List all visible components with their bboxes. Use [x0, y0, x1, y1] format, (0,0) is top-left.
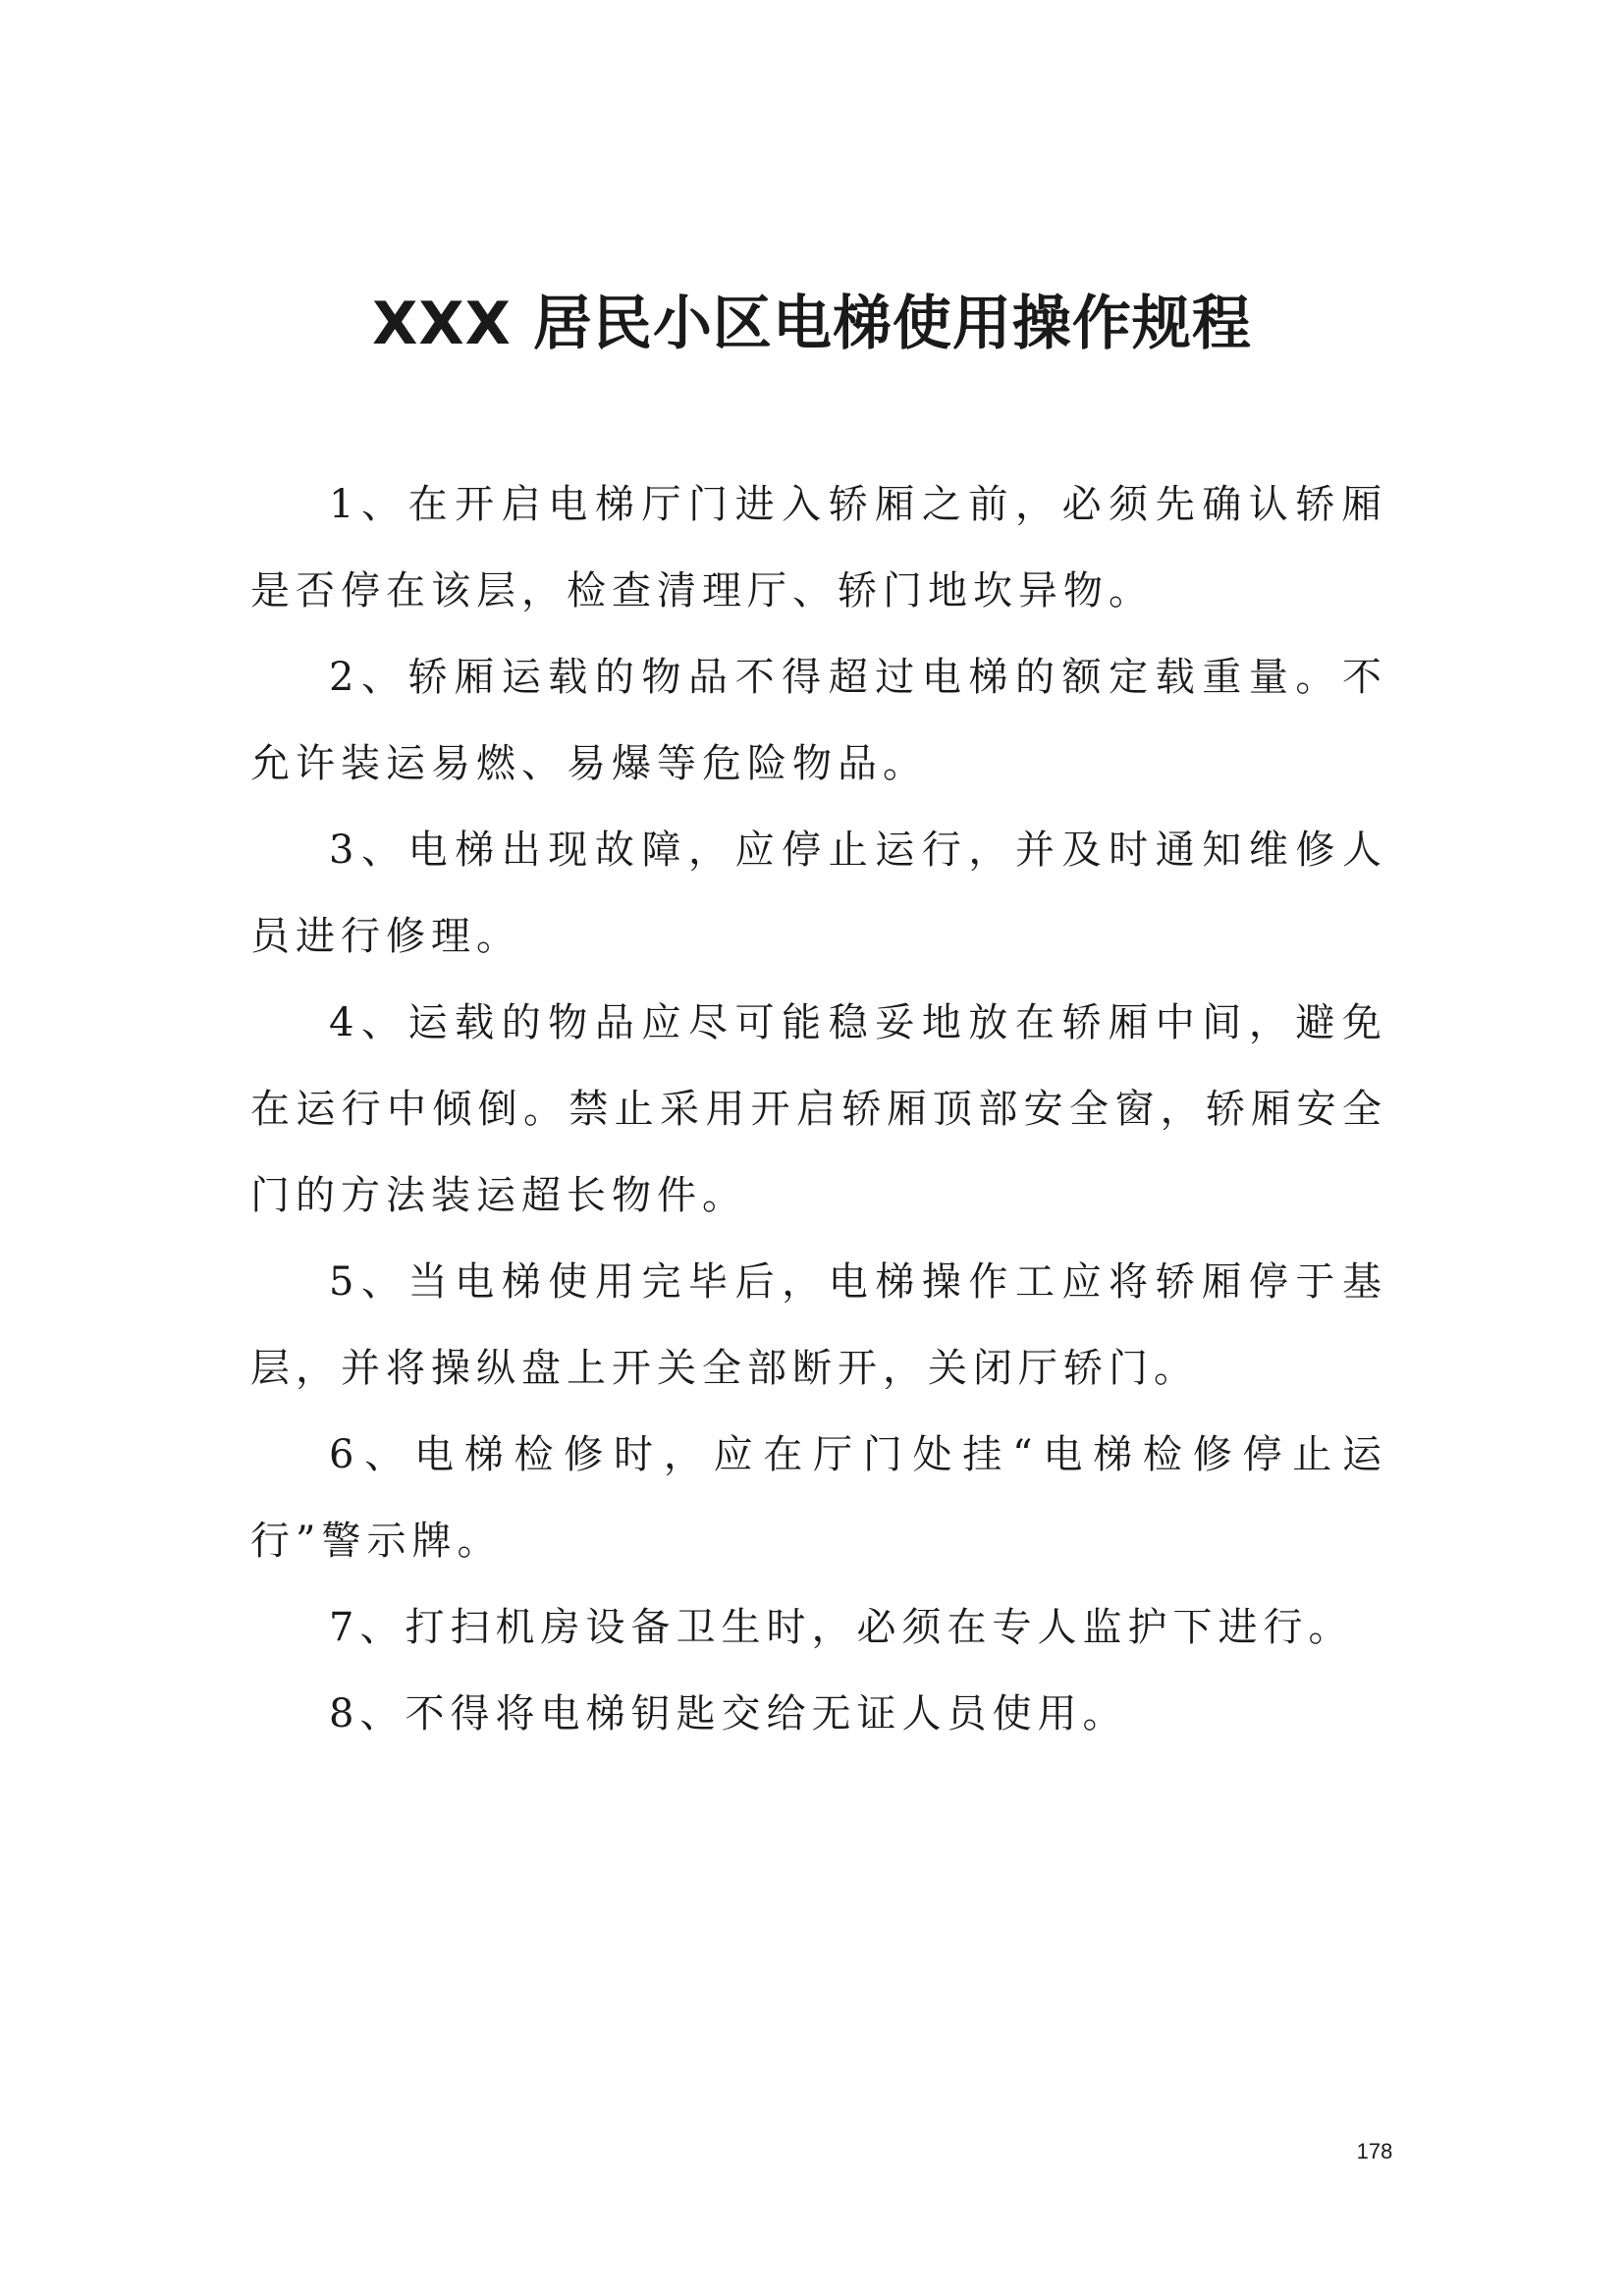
- rule-paragraph-6: 6、电梯检修时，应在厅门处挂“电梯检修停止运行”警示牌。: [250, 1432, 1387, 1564]
- rule-paragraph-5: 5、当电梯使用完毕后，电梯操作工应将轿厢停于基层，并将操纵盘上开关全部断开，关闭厅轿门。: [250, 1259, 1387, 1391]
- page-number: 178: [1356, 2139, 1393, 2163]
- document-body: [250, 461, 1387, 1757]
- document-title: XXX 居民小区电梯使用操作规程: [372, 290, 1252, 358]
- rule-paragraph-1: 1、在开启电梯厅门进入轿厢之前，必须先确认轿厢是否停在该层，检查清理厅、轿门地坎异物。: [250, 482, 1387, 614]
- rule-paragraph-2: 2、轿厢运载的物品不得超过电梯的额定载重量。不允许装运易燃、易爆等危险物品。: [250, 655, 1387, 786]
- rule-paragraph-4: 4、运载的物品应尽可能稳妥地放在轿厢中间，避免在运行中倾倒。禁止采用开启轿厢顶部安全窗，轿厢安全门的方法装运超长物件。: [250, 1000, 1387, 1218]
- rule-paragraph-3: 3、电梯出现故障，应停止运行，并及时通知维修人员进行修理。: [250, 828, 1387, 959]
- rule-paragraph-8: 8、不得将电梯钥匙交给无证人员使用。: [329, 1691, 1128, 1736]
- rule-paragraph-7: 7、打扫机房设备卫生时，必须在专人监护下进行。: [329, 1605, 1354, 1650]
